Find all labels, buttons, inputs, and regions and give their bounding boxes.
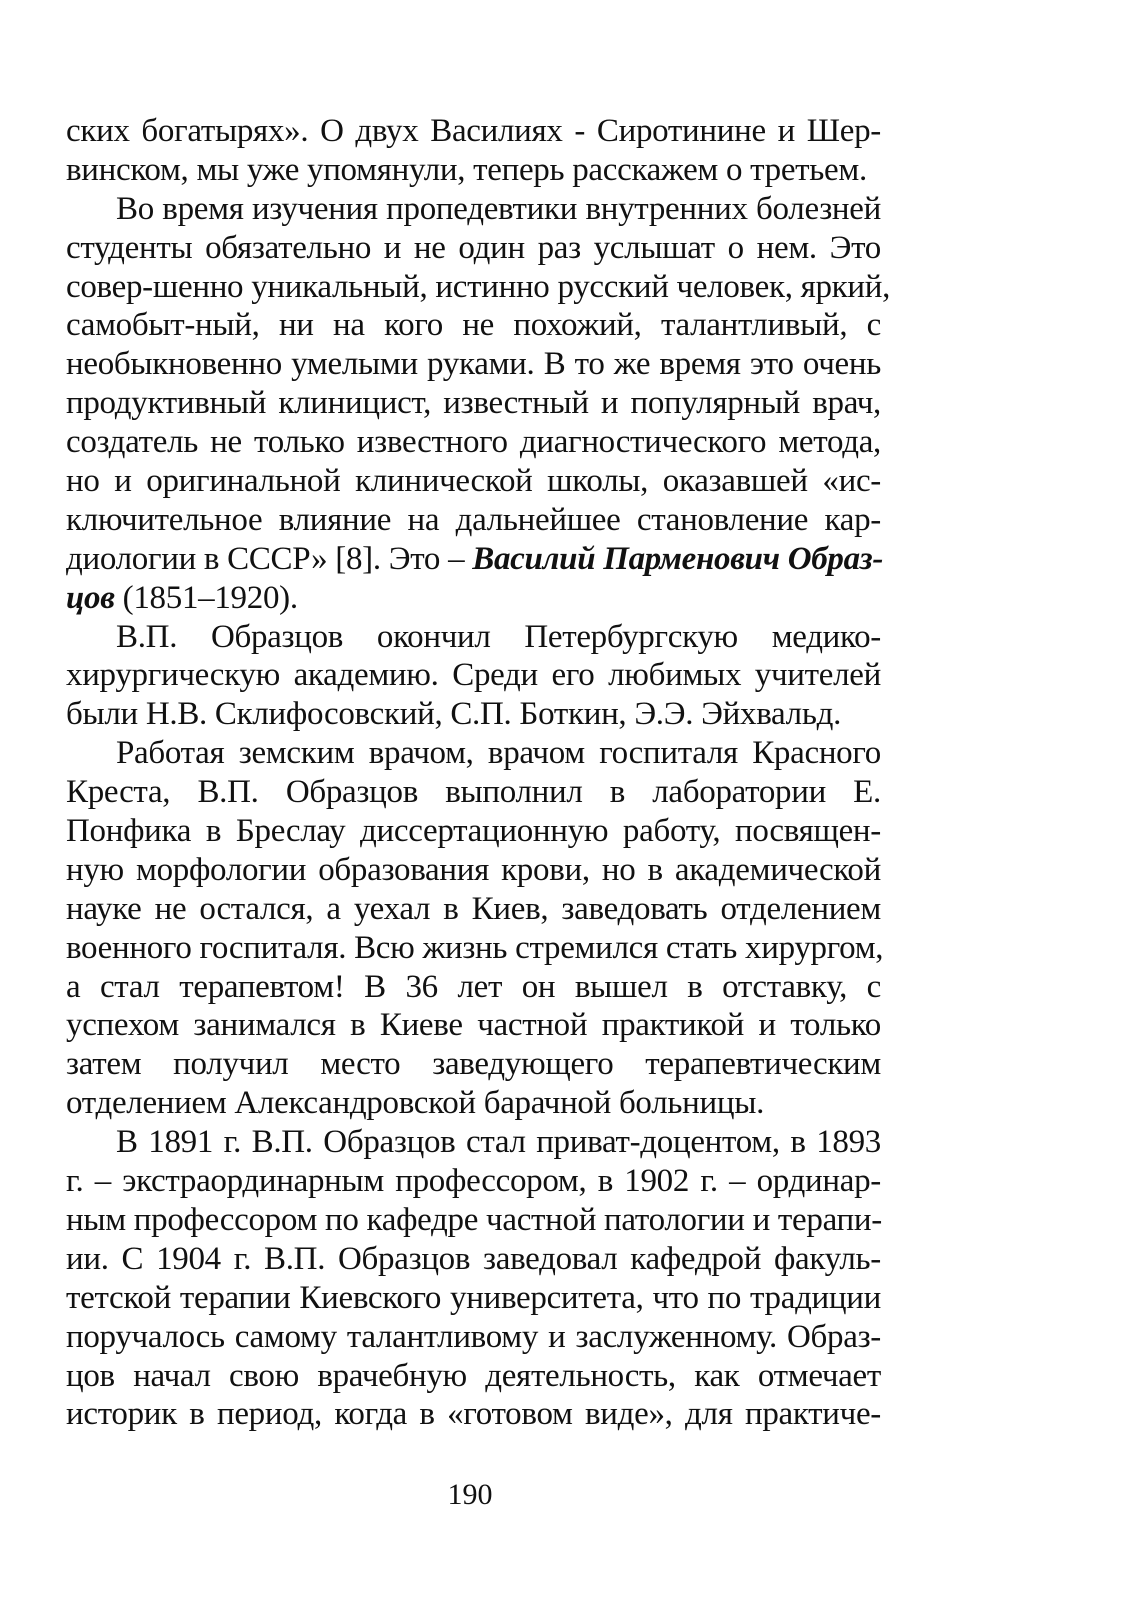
line-text: винском, мы уже упомянули, теперь расскажем о третьем. [66, 151, 867, 188]
line-text: успехом занимался в Киеве частной практикой и только [66, 1007, 881, 1044]
line-text: тетской терапии Киевского университета, что по традиции [66, 1279, 881, 1316]
line-text-after: (1851–1920). [114, 579, 298, 616]
line-text: продуктивный клиницист, известный и популярный врач, [66, 385, 881, 422]
text-line [66, 773, 881, 812]
line-text: ным профессором по кафедре частной патологии и терапи- [66, 1201, 882, 1238]
line-text: но и оригинальной клинической школы, оказавшей «ис- [66, 463, 881, 500]
text-line [66, 1006, 881, 1045]
text-line [66, 540, 884, 579]
line-text: самобыт-ный, ни на кого не похожий, талантливый, с [66, 307, 881, 344]
text-line [66, 1084, 881, 1123]
line-text: затем получил место заведующего терапевтическим [66, 1046, 881, 1083]
text-line [66, 929, 884, 968]
text-line [66, 1045, 881, 1084]
text-line [66, 618, 881, 657]
line-text: а стал терапевтом! В 36 лет он вышел в отставку, с [66, 968, 881, 1005]
text-line [66, 1395, 881, 1434]
line-text: Понфика в Бреслау диссертационную работу, посвящен- [66, 813, 881, 850]
text-line [66, 579, 881, 618]
line-text: хирургическую академию. Среди его любимых учителей [66, 657, 881, 694]
person-name-emphasis: Василий Парменович Образ- [472, 540, 884, 577]
line-text: В 1891 г. В.П. Образцов стал приват-доцентом, в 1893 [116, 1124, 881, 1161]
text-line [66, 851, 881, 890]
text-line [66, 112, 881, 151]
line-text: диологии в СССР» [8]. Это – [66, 540, 473, 577]
text-line [66, 812, 881, 851]
line-text: историк в период, когда в «готовом виде», для практиче- [66, 1396, 881, 1433]
line-text: ских богатырях». О двух Василиях - Сиротинине и Шер- [66, 113, 881, 149]
line-text: науке не остался, а уехал в Киев, заведовать отделением [66, 890, 881, 927]
text-line [66, 306, 881, 345]
line-text: Во время изучения пропедевтики внутренних болезней [116, 190, 881, 227]
line-text: цов начал свою врачебную деятельность, как отмечает [66, 1357, 881, 1394]
text-line [66, 345, 881, 384]
line-text: ключительное влияние на дальнейшее становление кар- [66, 501, 881, 538]
text-line [66, 462, 881, 501]
line-text: ную морфологии образования крови, но в академической [66, 851, 881, 888]
line-text: Работая земским врачом, врачом госпиталя Красного [116, 735, 881, 772]
text-line [66, 229, 881, 268]
page-text [66, 112, 891, 1434]
text-line [66, 151, 881, 190]
text-line [66, 1318, 881, 1357]
text-line [66, 1240, 881, 1279]
line-text: совер-шенно уникальный, истинно русский человек, яркий, [66, 268, 891, 305]
line-text: отделением Александровской барачной больницы. [66, 1085, 765, 1122]
line-text: поручалось самому талантливому и заслуженному. Образ- [66, 1318, 881, 1355]
text-line [66, 384, 881, 423]
line-text: В.П. Образцов окончил Петербургскую медико- [116, 618, 881, 655]
text-line [66, 190, 881, 229]
text-line [66, 423, 881, 462]
line-text: ии. С 1904 г. В.П. Образцов заведовал кафедрой факуль- [66, 1240, 881, 1277]
line-text: студенты обязательно и не один раз услышат о нем. Это [66, 229, 881, 266]
text-line [66, 1123, 881, 1162]
text-line [66, 268, 891, 307]
text-line [66, 695, 881, 734]
line-text: необыкновенно умелыми руками. В то же время это очень [66, 346, 881, 383]
line-text: создатель не только известного диагностического метода, [66, 424, 881, 461]
text-line [66, 656, 881, 695]
text-line [66, 1162, 881, 1201]
person-name-emphasis: цов [66, 579, 115, 616]
text-line [66, 501, 881, 540]
text-line [66, 734, 881, 773]
page-number: 190 [447, 1478, 493, 1511]
line-text: г. – экстраординарным профессором, в 1902 г. – ординар- [66, 1163, 881, 1200]
text-line [66, 890, 881, 929]
line-text: военного госпиталя. Всю жизнь стремился стать хирургом, [66, 929, 884, 966]
text-line [66, 968, 881, 1007]
text-line [66, 1357, 881, 1396]
text-line [66, 1201, 881, 1240]
line-text: были Н.В. Склифосовский, С.П. Боткин, Э.Э. Эйхвальд. [66, 696, 842, 733]
line-text: Креста, В.П. Образцов выполнил в лаборатории Е. [66, 774, 881, 811]
text-line [66, 1279, 881, 1318]
